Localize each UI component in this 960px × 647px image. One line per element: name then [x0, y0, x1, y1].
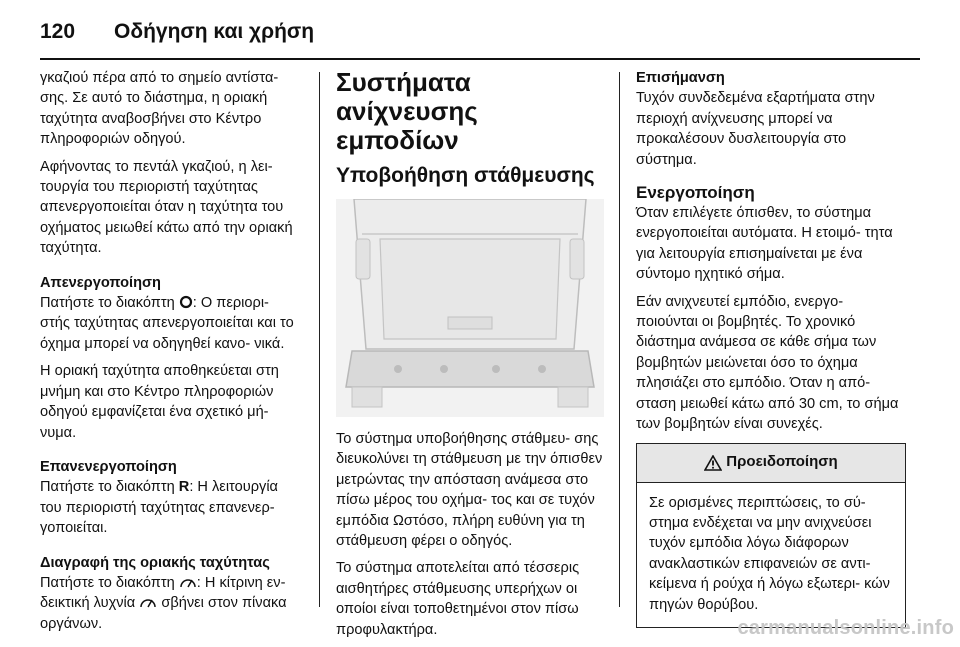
page-header [0, 0, 960, 60]
warning-title: Προειδοποίηση [726, 453, 838, 471]
subsection-heading: Υποβοήθηση στάθμευσης [336, 164, 595, 187]
watermark: carmanualsonline.info [737, 617, 954, 639]
off-switch-icon [179, 295, 193, 309]
speed-limiter-lamp-icon [139, 595, 157, 609]
section-title-delete-limit: Διαγραφή της οριακής ταχύτητας [40, 554, 270, 571]
page-number: 120 [40, 20, 76, 43]
warning-header [637, 444, 905, 483]
paragraph: Εάν ανιχνευτεί εμπόδιο, ενεργο- ποιούνται οι βομβητές. Το χρονικό διάστημα ανάμεσα σε κάθε σήμα των βομβητών μειώνεται όσο το όχημα πλησιάζει στο εμπόδιο. Όταν η από- σταση μειωθεί κάτω από 30 cm, το σήμα των βομβητών είναι συνεχές. [636, 293, 899, 433]
warning-text: Σε ορισμένες περιπτώσεις, το σύ- στημα ενδέχεται να μην ανιχνεύσει τυχόν εμπόδια λόγω διάφορων ανακλαστικών επιφανειών σε αντι- κείμενα ή ρούχα ή λόγω εξωτερι- κών πηγών θορύβου. [649, 494, 890, 613]
paragraph: Το σύστημα αποτελείται από τέσσερις αισθητήρες στάθμευσης υπερήχων οι οποίοι είναι τοποθετημένοι στον πίσω προφυλακτήρα. [336, 560, 580, 638]
activation-heading: Ενεργοποίηση [636, 183, 755, 203]
header-rule [40, 58, 920, 60]
section-heading: Συστήματα ανίχνευσης εμποδίων [336, 67, 478, 155]
note-text: Τυχόν συνδεδεμένα εξαρτήματα στην περιοχή ανίχνευσης μπορεί να προκαλέσουν δυσλειτουργία στο σύστημα. [636, 90, 875, 168]
paragraph: Πατήστε το διακόπτη : Ο περιορι- στής ταχύτητας απενεργοποιείται και το όχημα μπορεί να οδηγηθεί κανο- νικά. [40, 295, 294, 352]
warning-box [636, 443, 906, 628]
paragraph: Πατήστε το διακόπτη : Η κίτρινη εν- δεικτική λυχνία σβήνει στον πίνακα οργάνων. [40, 574, 287, 632]
column-left [40, 68, 302, 641]
column-middle [336, 68, 604, 647]
page-title: Οδήγηση και χρήση [114, 20, 315, 43]
section-title-deactivation: Απενεργοποίηση [40, 274, 161, 291]
warning-icon [704, 455, 722, 471]
van-rear-illustration [336, 199, 604, 417]
column-divider-2 [619, 72, 620, 607]
paragraph: Πατήστε το διακόπτη R: Η λειτουργία του περιοριστή ταχύτητας επανενερ- γοποιείται. [40, 479, 278, 537]
r-key: R [178, 479, 190, 496]
column-right [636, 68, 906, 628]
paragraph: Η οριακή ταχύτητα αποθηκεύεται στη μνήμη και στο Κέντρο πληροφοριών οδηγού εμφανίζεται ένα σχετικό μή- νυμα. [40, 363, 279, 441]
paragraph: γκαζιού πέρα από το σημείο αντίστα- σης. Σε αυτό το διάστημα, η οριακή ταχύτητα αναβοσβήνει στο Κέντρο πληροφοριών οδηγού. [40, 70, 279, 148]
paragraph: Το σύστημα υποβοήθησης στάθμευ- σης διευκολύνει τη στάθμευση με την όπισθεν μετρώντας την απόσταση ανάμεσα στο πίσω μέρος του οχήμα- τος και σε τυχόν εμπόδια Ωστόσο, πλήρη ευθύνη για τη στάθμευση φέρει ο οδηγός. [336, 431, 603, 550]
speed-limiter-icon [179, 575, 197, 589]
note-title: Επισήμανση [636, 70, 725, 86]
column-divider-1 [319, 72, 320, 607]
paragraph: Όταν επιλέγετε όπισθεν, το σύστημα ενεργοποιείται αυτόματα. Η ετοιμό- τητα για λειτουργία επισημαίνεται με ένα σύντομο ηχητικό σήμα. [636, 205, 893, 283]
section-title-reactivation: Επανενεργοποίηση [40, 458, 177, 475]
paragraph: Αφήνοντας το πεντάλ γκαζιού, η λει- τουργία του περιοριστή ταχύτητας απενεργοποιείται όταν η ταχύτητα του οχήματος μειωθεί κάτω από την οριακή ταχύτητα. [40, 158, 293, 257]
